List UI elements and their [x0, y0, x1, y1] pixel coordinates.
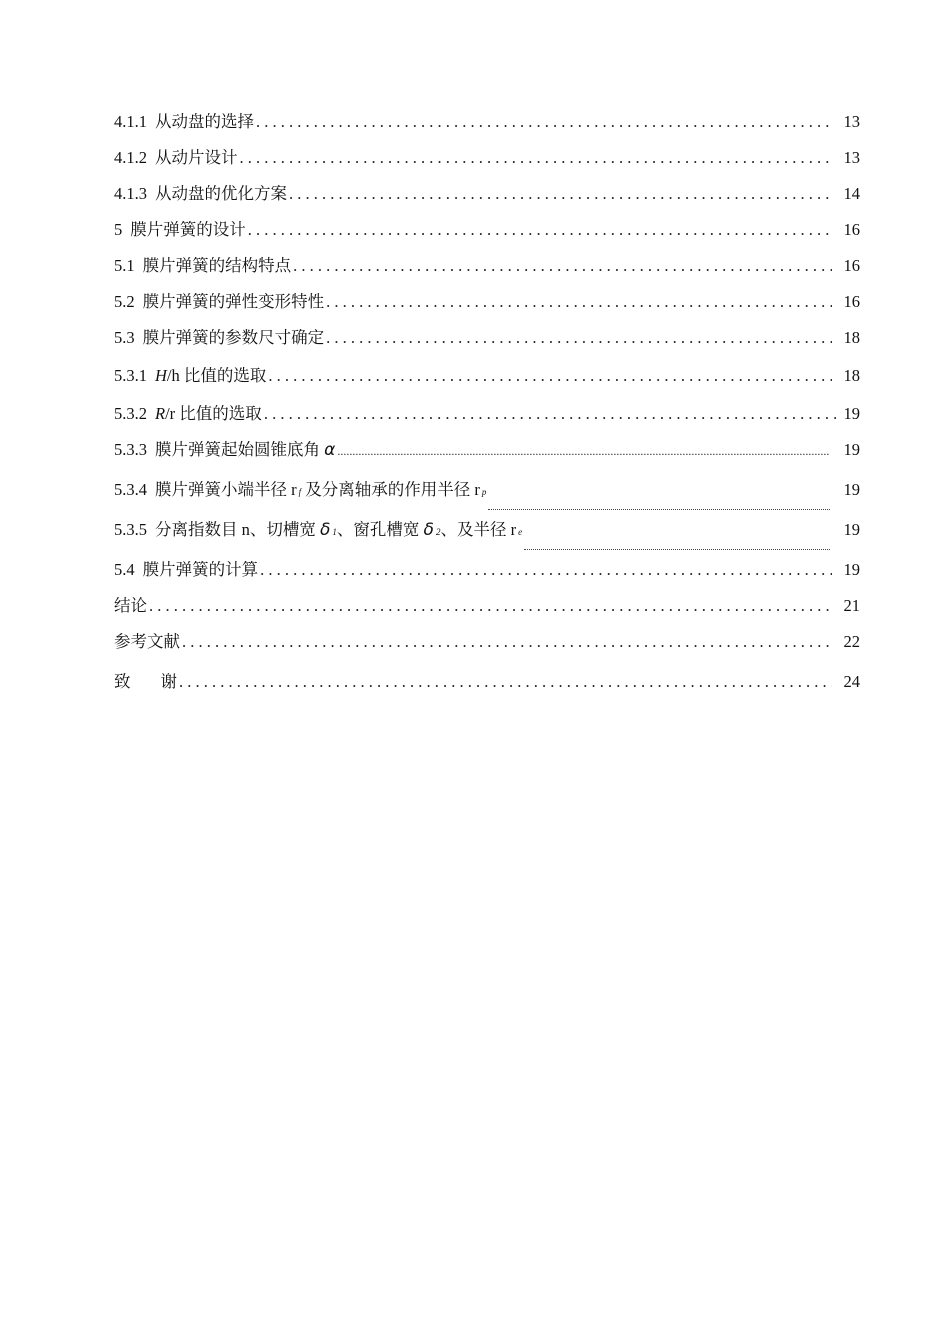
toc-entry-5-1[interactable]	[114, 252, 860, 288]
toc-number: 5.3.4	[114, 480, 147, 499]
toc-entry-references[interactable]	[114, 628, 860, 668]
dot-leader	[264, 404, 836, 424]
toc-page-number: 19	[843, 440, 860, 459]
toc-page-number: 19	[843, 404, 860, 423]
dot-leader	[240, 148, 833, 168]
toc-number: 5.3.1	[114, 366, 147, 385]
toc-number: 5.3.2	[114, 404, 147, 423]
toc-title	[155, 362, 266, 386]
toc-page-number: 13	[843, 112, 860, 131]
toc-number: 5.3.5	[114, 520, 147, 539]
toc-number: 5.2	[114, 292, 135, 311]
toc-entry-5-3-1[interactable]	[114, 362, 860, 400]
subscript-f: f	[298, 487, 302, 497]
toc-title: 膜片弹簧的计算	[142, 560, 259, 579]
toc-title-rest: /r 比值的选取	[165, 404, 262, 423]
dot-leader	[260, 560, 832, 580]
toc-page-number: 19	[843, 480, 860, 499]
dot-leader	[337, 440, 830, 460]
toc-page-number: 22	[843, 632, 860, 651]
toc-page-number: 18	[843, 366, 860, 385]
delta-symbol: δ	[320, 520, 331, 540]
toc-title	[155, 400, 262, 424]
dot-leader	[268, 366, 832, 386]
toc-entry-5-3-3[interactable]	[114, 436, 860, 476]
toc-number: 4.1.3	[114, 184, 147, 203]
toc-title: 从动片设计	[155, 148, 238, 167]
toc-entry-5-2[interactable]	[114, 288, 860, 324]
toc-title	[155, 476, 486, 500]
dot-leader	[149, 596, 832, 616]
dot-leader	[524, 549, 830, 550]
toc-page-number: 18	[843, 328, 860, 347]
toc-title	[155, 516, 522, 540]
toc-title-part: 分离指数目 n、切槽宽	[155, 520, 316, 539]
toc-title: 膜片弹簧的设计	[130, 220, 246, 239]
subscript-p: p	[481, 487, 487, 497]
toc-title: 膜片弹簧的弹性变形特性	[142, 292, 325, 311]
dot-leader	[488, 509, 830, 510]
toc-title-part: 谢	[160, 672, 177, 691]
toc-page-number: 14	[843, 184, 860, 203]
toc-title-part: 膜片弹簧小端半径 r	[155, 480, 297, 499]
toc-title	[155, 436, 335, 460]
toc-title-part: 、及半径 r	[440, 520, 517, 539]
toc-entry-4-1-1[interactable]	[114, 108, 860, 144]
table-of-contents	[114, 108, 860, 704]
toc-number: 4.1.2	[114, 148, 147, 167]
toc-title-part: 致	[114, 672, 131, 691]
toc-entry-conclusion[interactable]	[114, 592, 860, 628]
dot-leader	[248, 220, 832, 240]
toc-title-rest: /h 比值的选取	[166, 366, 267, 385]
dot-leader	[326, 328, 832, 348]
dot-leader	[256, 112, 832, 132]
toc-title: 膜片弹簧的结构特点	[142, 256, 292, 275]
subscript-2: 2	[435, 527, 441, 537]
toc-number: 5.1	[114, 256, 135, 275]
dot-leader	[293, 256, 832, 276]
toc-number: 5.3	[114, 328, 135, 347]
toc-entry-5-3-4[interactable]	[114, 476, 860, 516]
toc-title-part: 及分离轴承的作用半径 r	[305, 480, 480, 499]
toc-page-number: 16	[843, 220, 860, 239]
delta-symbol: δ	[423, 520, 434, 540]
toc-number: 5.4	[114, 560, 135, 579]
toc-entry-5-3-2[interactable]	[114, 400, 860, 436]
toc-entry-5[interactable]	[114, 216, 860, 252]
toc-number: 4.1.1	[114, 112, 147, 131]
toc-page-number: 19	[843, 560, 860, 579]
toc-entry-4-1-3[interactable]	[114, 180, 860, 216]
toc-title: 膜片弹簧的参数尺寸确定	[142, 328, 325, 347]
toc-entry-5-3-5[interactable]	[114, 516, 860, 556]
toc-page-number: 16	[843, 292, 860, 311]
toc-title: 结论	[114, 596, 147, 615]
toc-page-number: 21	[843, 596, 860, 615]
variable-r: R	[155, 404, 166, 423]
subscript-1: 1	[332, 527, 337, 537]
toc-entry-4-1-2[interactable]	[114, 144, 860, 180]
toc-number: 5	[114, 220, 123, 239]
subscript-e: e	[518, 527, 523, 537]
toc-entry-5-4[interactable]	[114, 556, 860, 592]
toc-title: 参考文献	[114, 632, 180, 651]
dot-leader	[326, 292, 832, 312]
toc-page-number: 13	[843, 148, 860, 167]
toc-entry-5-3[interactable]	[114, 324, 860, 362]
toc-page-number: 19	[843, 520, 860, 539]
toc-title-part: 、窗孔槽宽	[336, 520, 420, 539]
toc-entry-acknowledgements[interactable]	[114, 668, 860, 704]
dot-leader	[179, 672, 832, 692]
toc-number: 5.3.3	[114, 440, 147, 459]
toc-title: 从动盘的选择	[155, 112, 254, 131]
alpha-symbol: α	[324, 440, 336, 460]
toc-page-number: 24	[843, 672, 860, 691]
toc-title: 从动盘的优化方案	[155, 184, 287, 203]
toc-title-text: 膜片弹簧起始圆锥底角	[155, 440, 320, 459]
toc-title	[114, 668, 177, 692]
dot-leader	[182, 632, 832, 652]
dot-leader	[289, 184, 832, 204]
variable-h: H	[155, 366, 167, 385]
toc-page-number: 16	[843, 256, 860, 275]
